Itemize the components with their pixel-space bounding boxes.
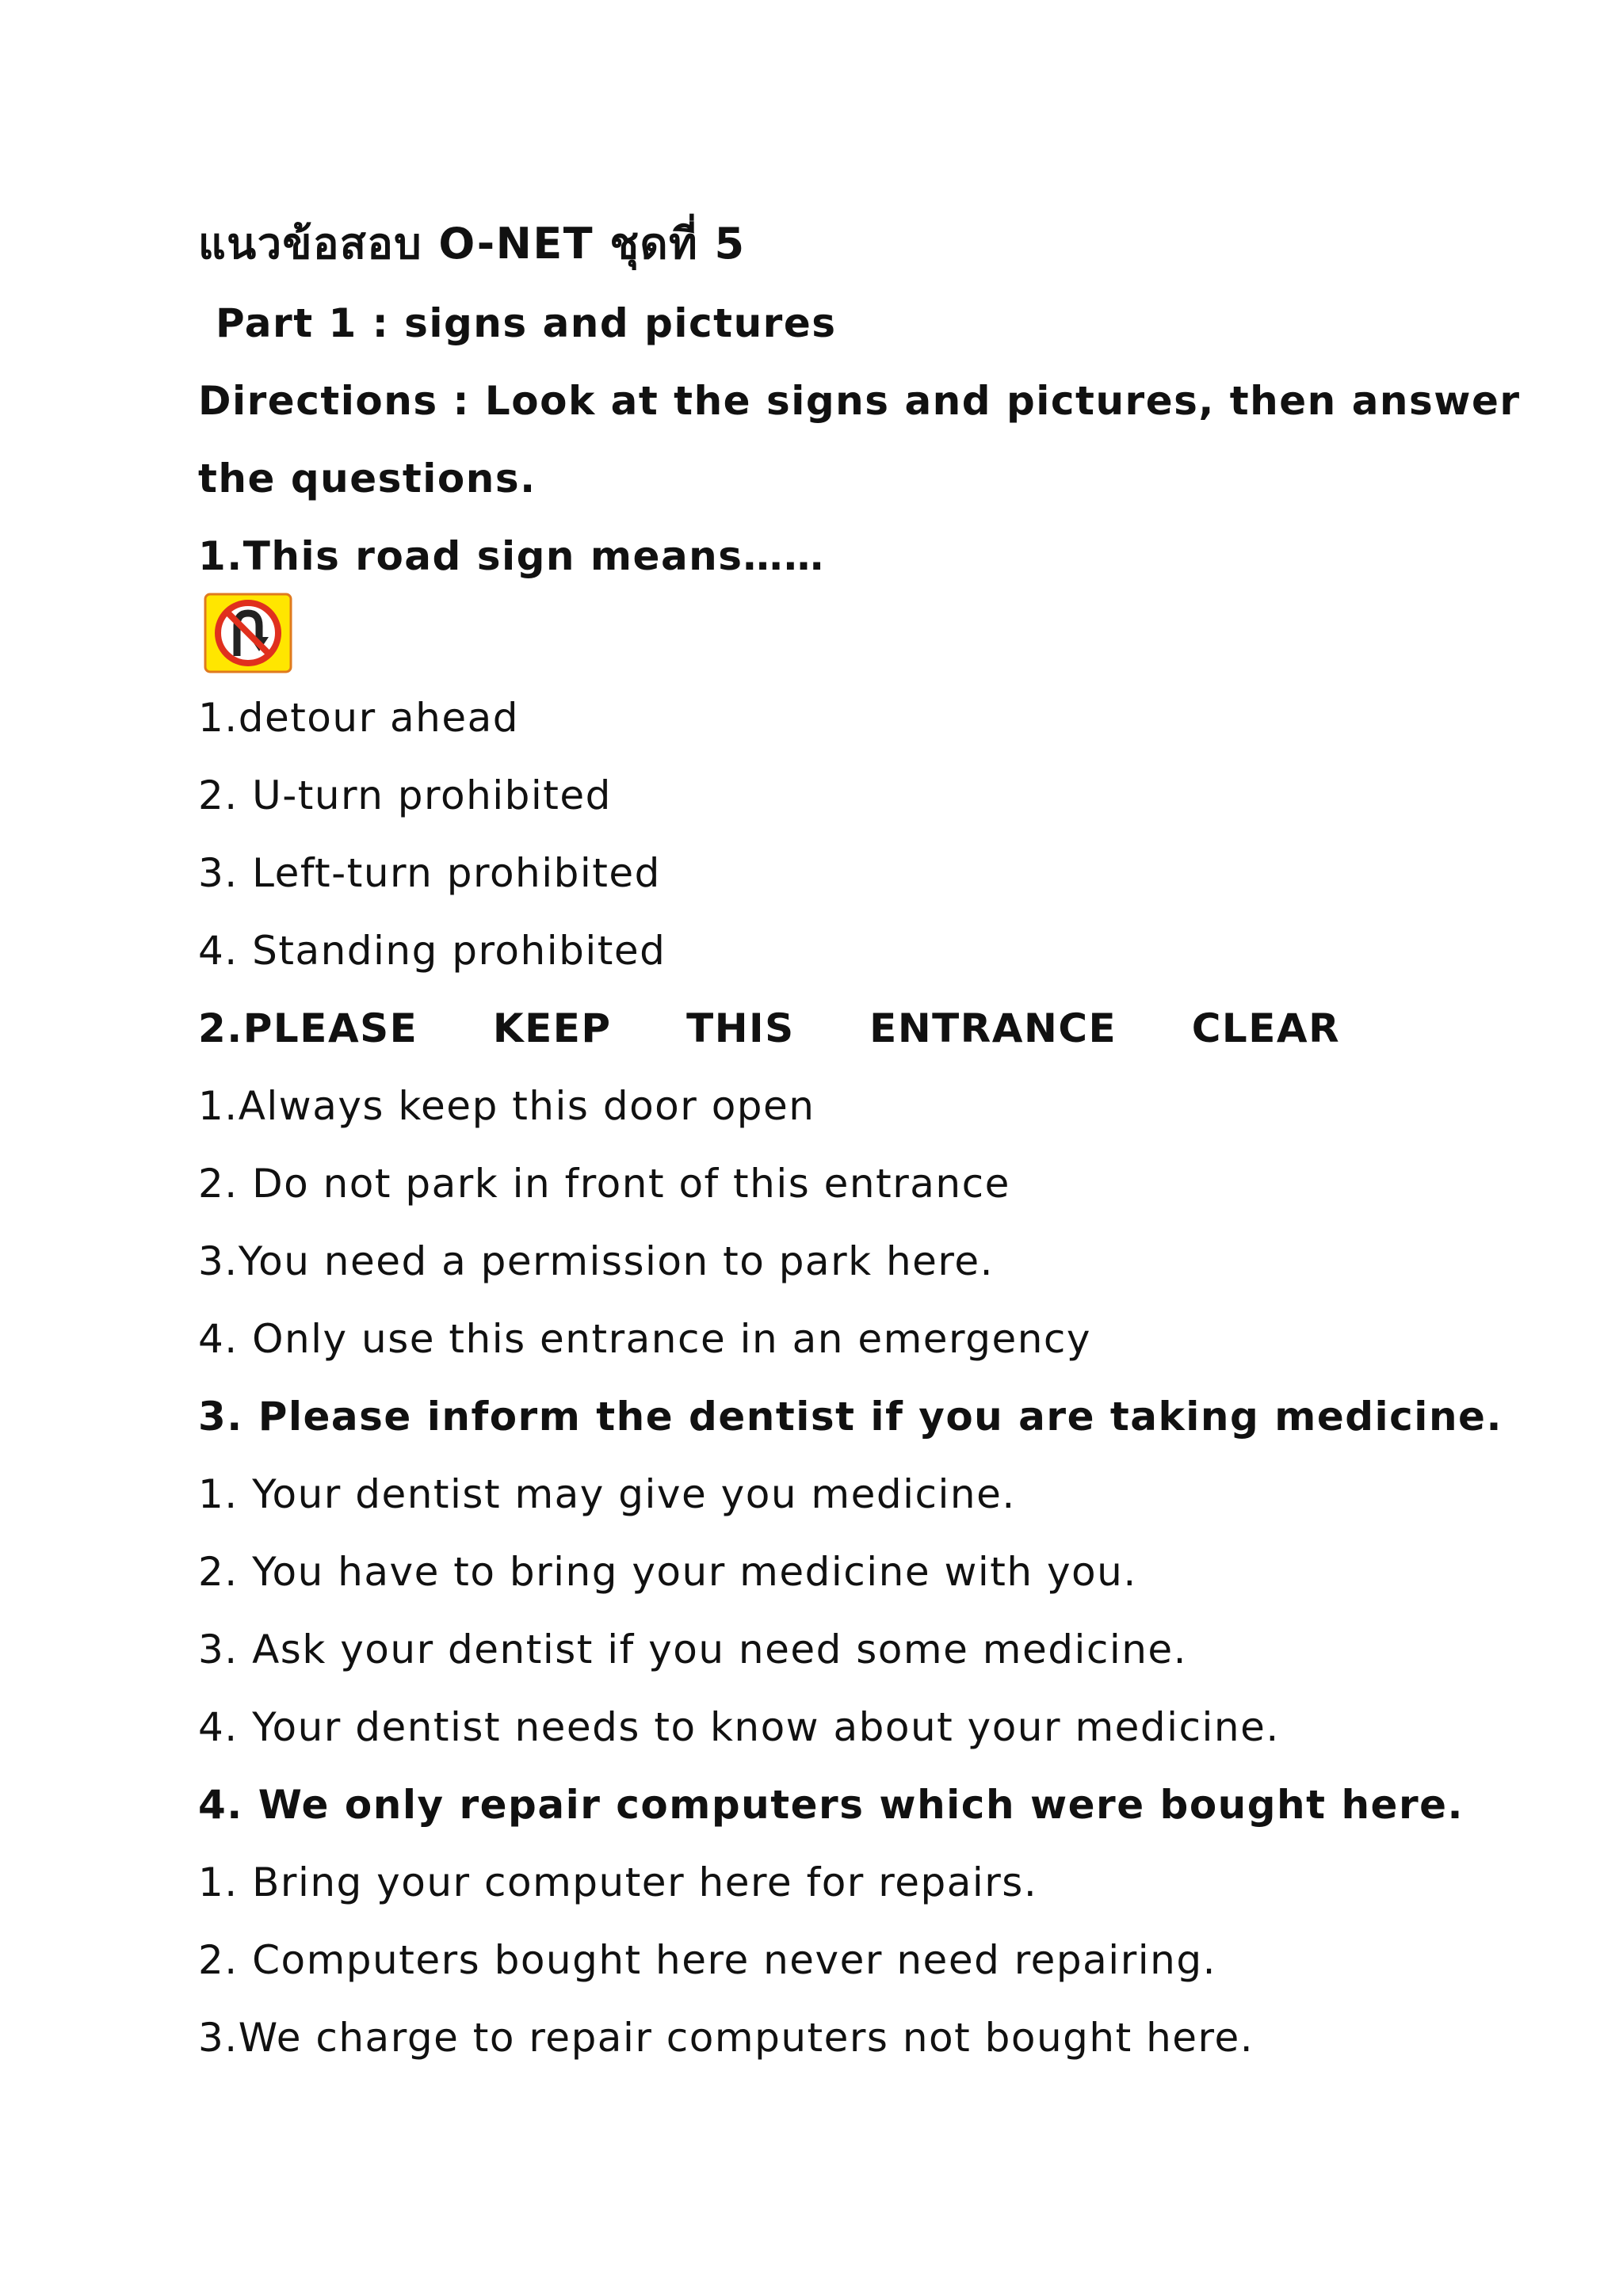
question-3-option-3: 3. Ask your dentist if you need some medicine. (198, 1627, 1188, 1672)
question-2-option-3: 3.You need a permission to park here. (198, 1238, 995, 1284)
question-1-option-4: 4. Standing prohibited (198, 928, 666, 974)
question-3-option-2: 2. You have to bring your medicine with you. (198, 1549, 1137, 1595)
question-4-option-3: 3.We charge to repair computers not bought here. (198, 2015, 1254, 2061)
question-3-option-1: 1. Your dentist may give you medicine. (198, 1471, 1016, 1517)
question-1-option-1: 1.detour ahead (198, 695, 520, 741)
directions-line-1: Directions : Look at the signs and pictures, then answer (198, 378, 1521, 424)
question-4-option-1: 1. Bring your computer here for repairs. (198, 1859, 1038, 1905)
page-title: แนวข้อสอบ O-NET ชุดที่ 5 (198, 219, 746, 269)
question-2-prompt: 2.PLEASE KEEP THIS ENTRANCE CLEAR (198, 1005, 1341, 1051)
question-2-option-1: 1.Always keep this door open (198, 1083, 815, 1129)
question-4-option-2: 2. Computers bought here never need repairing. (198, 1937, 1216, 1983)
question-1-option-2: 2. U-turn prohibited (198, 772, 612, 818)
question-3-prompt: 3. Please inform the dentist if you are taking medicine. (198, 1394, 1503, 1440)
question-2-option-2: 2. Do not park in front of this entrance (198, 1161, 1010, 1207)
question-1-prompt: 1.This road sign means…… (198, 533, 825, 579)
part-heading: Part 1 : signs and pictures (216, 300, 837, 346)
question-4-prompt: 4. We only repair computers which were bought here. (198, 1782, 1465, 1828)
no-u-turn-sign-icon (204, 593, 292, 673)
question-3-option-4: 4. Your dentist needs to know about your medicine. (198, 1704, 1280, 1750)
question-2-option-4: 4. Only use this entrance in an emergency (198, 1316, 1092, 1362)
directions-line-2: the questions. (198, 456, 537, 502)
question-1-option-3: 3. Left-turn prohibited (198, 850, 661, 896)
